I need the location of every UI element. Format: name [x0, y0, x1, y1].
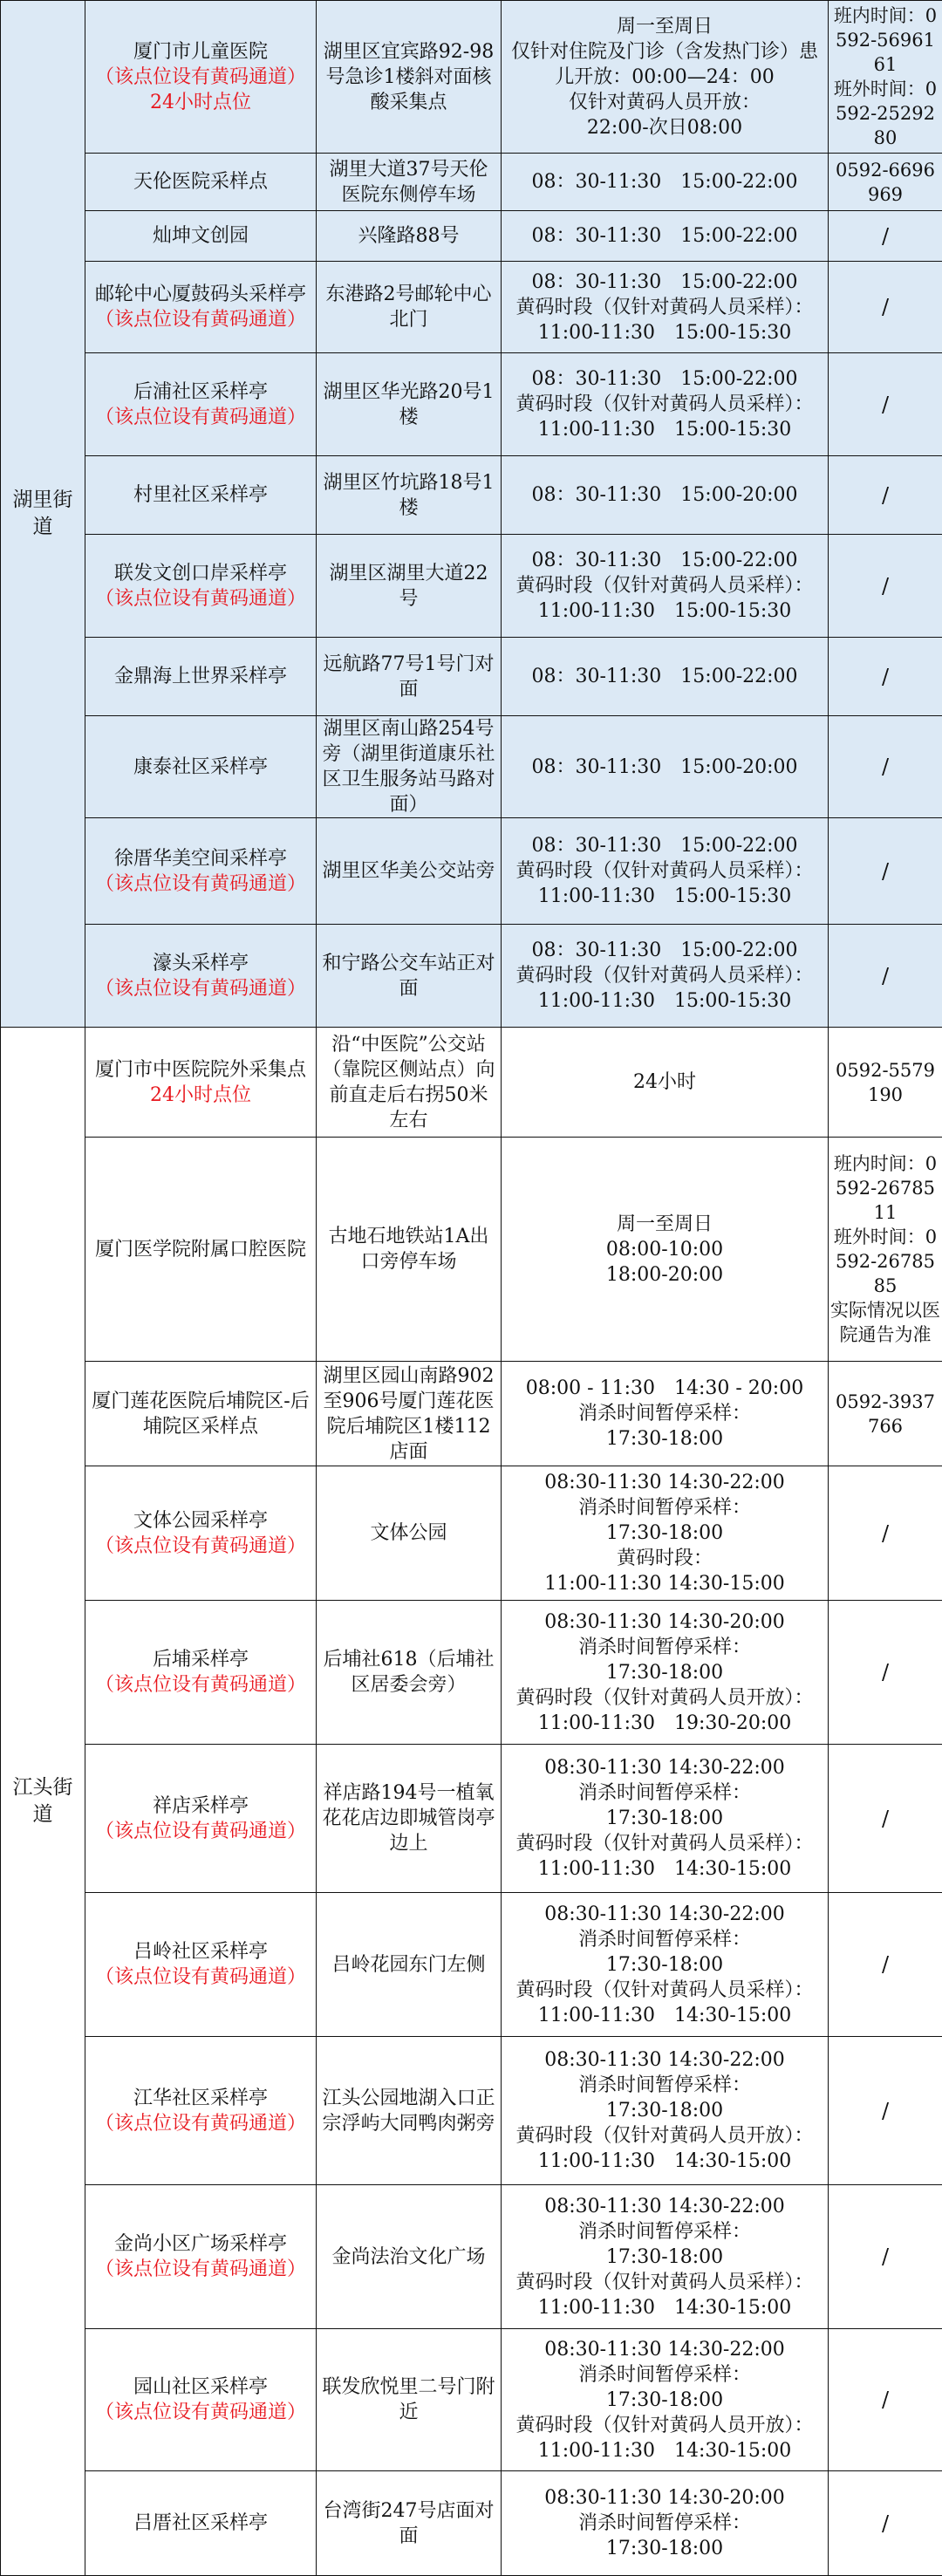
open-hours-line: 黄码时段（仅针对黄码人员采样）：	[507, 1831, 823, 1856]
open-hours-line: 08：30-11:30 15:00-20:00	[507, 755, 823, 780]
open-hours-line: 17:30-18:00	[507, 1520, 823, 1546]
site-address: 沿“中医院”公交站（靠院区侧站点）向前直走后右拐50米左右	[322, 1032, 495, 1133]
open-hours-line: 08：30-11:30 15:00-22:00	[507, 833, 823, 858]
open-hours-cell	[502, 1893, 829, 2037]
phone-line: /	[830, 1660, 940, 1684]
open-hours-line: 11:00-11:30 15:00-15:30	[507, 598, 823, 624]
table-row	[1, 353, 942, 456]
table-row	[1, 1362, 942, 1466]
site-address: 远航路77号1号门对面	[322, 652, 495, 702]
open-hours-line: 08:30-11:30 14:30-22:00	[507, 2337, 823, 2362]
yellow-code-note: （该点位设有黄码通道）	[91, 2257, 311, 2282]
street-name-cell	[1, 1, 85, 1028]
site-address: 兴隆路88号	[322, 223, 495, 249]
phone-line: 0592-5579190	[830, 1058, 940, 1107]
phone-line: /	[830, 574, 940, 598]
site-name-cell	[85, 2185, 317, 2329]
phone-line: 0592-3937766	[830, 1390, 940, 1438]
table-row	[1, 638, 942, 716]
site-name-cell	[85, 1466, 317, 1601]
site-address: 湖里大道37号天伦医院东侧停车场	[322, 157, 495, 208]
table-row	[1, 1466, 942, 1601]
open-hours-line: 08:30-11:30 14:30-22:00	[507, 1470, 823, 1495]
open-hours-line: 08：30-11:30 15:00-22:00	[507, 938, 823, 963]
site-address-cell	[317, 1, 502, 154]
phone-cell	[829, 154, 942, 211]
yellow-code-note: （该点位设有黄码通道）	[91, 1534, 311, 1559]
site-name: 文体公园采样亭	[91, 1508, 311, 1534]
open-hours-line: 消杀时间暂停采样：	[507, 1635, 823, 1660]
phone-cell	[829, 2471, 942, 2576]
open-hours-line: 黄码时段（仅针对黄码人员采样）：	[507, 295, 823, 320]
yellow-code-note: （该点位设有黄码通道）	[91, 405, 311, 430]
open-hours-line: 08:30-11:30 14:30-22:00	[507, 1902, 823, 1927]
site-name: 后浦社区采样亭	[91, 379, 311, 405]
site-address-cell	[317, 1362, 502, 1466]
table-row	[1, 2185, 942, 2329]
phone-cell	[829, 2037, 942, 2185]
phone-cell	[829, 716, 942, 818]
site-name: 村里社区采样亭	[91, 482, 311, 508]
table-row	[1, 1028, 942, 1138]
phone-line: /	[830, 1807, 940, 1831]
open-hours-cell	[502, 456, 829, 535]
open-hours-line: 消杀时间暂停采样：	[507, 1401, 823, 1426]
street-name-cell	[1, 1028, 85, 2576]
open-hours-line: 周一至周日	[507, 14, 823, 39]
site-name-cell	[85, 925, 317, 1028]
site-address: 湖里区园山南路902至906号厦门莲花医院后埔院区1楼112店面	[322, 1363, 495, 1465]
open-hours-line: 消杀时间暂停采样：	[507, 2073, 823, 2098]
site-name-cell	[85, 1601, 317, 1745]
open-hours-cell	[502, 1601, 829, 1745]
open-hours-line: 17:30-18:00	[507, 2098, 823, 2123]
phone-cell	[829, 2329, 942, 2471]
site-address-cell	[317, 1745, 502, 1893]
open-hours-line: 17:30-18:00	[507, 2245, 823, 2270]
open-hours-line: 08:00 - 11:30 14:30 - 20:00	[507, 1376, 823, 1401]
yellow-code-note: （该点位设有黄码通道）	[91, 586, 311, 612]
open-hours-cell	[502, 638, 829, 716]
site-address-cell	[317, 1138, 502, 1362]
yellow-code-note: （该点位设有黄码通道）	[91, 976, 311, 1001]
site-address: 金尚法治文化广场	[322, 2245, 495, 2270]
table-row	[1, 154, 942, 211]
site-address: 联发欣悦里二号门附近	[322, 2374, 495, 2425]
site-name: 徐厝华美空间采样亭	[91, 846, 311, 871]
phone-line: 班内时间：0592-5696161	[830, 3, 940, 77]
yellow-code-note: （该点位设有黄码通道）	[91, 2111, 311, 2136]
site-address-cell	[317, 2471, 502, 2576]
yellow-code-note: （该点位设有黄码通道）	[91, 307, 311, 332]
phone-cell	[829, 1, 942, 154]
site-address-cell	[317, 2185, 502, 2329]
open-hours-cell	[502, 154, 829, 211]
site-name-cell	[85, 1893, 317, 2037]
site-address-cell	[317, 716, 502, 818]
table-row	[1, 1, 942, 154]
open-hours-line: 11:00-11:30 14:30-15:00	[507, 2149, 823, 2174]
site-name-cell	[85, 535, 317, 638]
table-row	[1, 456, 942, 535]
open-hours-cell	[502, 262, 829, 353]
site-address-cell	[317, 262, 502, 353]
open-hours-line: 17:30-18:00	[507, 1952, 823, 1978]
open-hours-line: 17:30-18:00	[507, 1806, 823, 1831]
table-row	[1, 2471, 942, 2576]
table-row	[1, 818, 942, 925]
site-address-cell	[317, 925, 502, 1028]
site-name-cell	[85, 716, 317, 818]
site-name-cell	[85, 353, 317, 456]
open-hours-line: 周一至周日	[507, 1212, 823, 1237]
site-address-cell	[317, 353, 502, 456]
site-address: 文体公园	[322, 1520, 495, 1546]
site-address-cell	[317, 1028, 502, 1138]
open-hours-line: 黄码时段（仅针对黄码人员采样）：	[507, 1978, 823, 2003]
site-address: 湖里区华光路20号1楼	[322, 379, 495, 430]
open-hours-line: 08：30-11:30 15:00-22:00	[507, 548, 823, 573]
open-hours-cell	[502, 1745, 829, 1893]
open-hours-line: 08：30-11:30 15:00-20:00	[507, 482, 823, 508]
open-hours-line: 11:00-11:30 15:00-15:30	[507, 988, 823, 1014]
site-name: 天伦医院采样点	[91, 169, 311, 195]
open-hours-line: 黄码时段：	[507, 1546, 823, 1571]
open-hours-line: 黄码时段（仅针对黄码人员开放）：	[507, 2413, 823, 2438]
open-hours-line: 17:30-18:00	[507, 2536, 823, 2561]
site-name-cell	[85, 211, 317, 262]
table-row	[1, 1745, 942, 1893]
site-name: 吕厝社区采样亭	[91, 2511, 311, 2536]
site-name: 江华社区采样亭	[91, 2086, 311, 2111]
site-name-cell	[85, 1028, 317, 1138]
site-name-cell	[85, 2329, 317, 2471]
open-hours-cell	[502, 1138, 829, 1362]
street-name: 江头街道	[13, 1776, 73, 1826]
phone-cell	[829, 353, 942, 456]
open-hours-cell	[502, 2471, 829, 2576]
open-hours-cell	[502, 2185, 829, 2329]
open-hours-line: 仅针对住院及门诊（含发热门诊）患儿开放：00:00—24：00	[507, 39, 823, 90]
site-name-cell	[85, 154, 317, 211]
phone-cell	[829, 925, 942, 1028]
site-address-cell	[317, 1466, 502, 1601]
site-name-cell	[85, 818, 317, 925]
open-hours-line: 消杀时间暂停采样：	[507, 2362, 823, 2388]
site-address: 湖里区竹坑路18号1楼	[322, 470, 495, 521]
table-row	[1, 2329, 942, 2471]
open-hours-line: 17:30-18:00	[507, 2388, 823, 2413]
site-name-cell	[85, 638, 317, 716]
yellow-code-note: （该点位设有黄码通道）	[91, 1819, 311, 1844]
phone-line: /	[830, 1521, 940, 1546]
site-name: 灿坤文创园	[91, 223, 311, 249]
site-address-cell	[317, 2037, 502, 2185]
table-row	[1, 535, 942, 638]
site-address: 湖里区湖里大道22号	[322, 561, 495, 612]
open-hours-line: 黄码时段（仅针对黄码人员采样）：	[507, 392, 823, 417]
open-hours-line: 08：30-11:30 15:00-22:00	[507, 664, 823, 689]
open-hours-line: 08：30-11:30 15:00-22:00	[507, 223, 823, 249]
phone-cell	[829, 456, 942, 535]
phone-cell	[829, 535, 942, 638]
open-hours-line: 消杀时间暂停采样：	[507, 2219, 823, 2245]
phone-cell	[829, 211, 942, 262]
open-hours-cell	[502, 535, 829, 638]
site-name-cell	[85, 2471, 317, 2576]
open-hours-line: 08:30-11:30 14:30-22:00	[507, 2194, 823, 2219]
open-hours-line: 08：30-11:30 15:00-22:00	[507, 270, 823, 295]
open-hours-cell	[502, 2329, 829, 2471]
phone-line: /	[830, 859, 940, 884]
yellow-code-note: 24小时点位	[91, 1083, 311, 1108]
site-name: 联发文创口岸采样亭	[91, 561, 311, 586]
phone-cell	[829, 1028, 942, 1138]
site-name: 祥店采样亭	[91, 1794, 311, 1819]
open-hours-line: 11:00-11:30 14:30-15:00	[507, 1571, 823, 1596]
site-name-cell	[85, 456, 317, 535]
phone-cell	[829, 1362, 942, 1466]
open-hours-line: 08:30-11:30 14:30-20:00	[507, 1609, 823, 1635]
open-hours-cell	[502, 211, 829, 262]
site-name: 金尚小区广场采样亭	[91, 2231, 311, 2257]
phone-line: /	[830, 224, 940, 249]
site-name: 厦门医学院附属口腔医院	[91, 1237, 311, 1262]
phone-line: /	[830, 393, 940, 417]
phone-line: /	[830, 755, 940, 779]
phone-cell	[829, 1745, 942, 1893]
site-address-cell	[317, 154, 502, 211]
table-row	[1, 1893, 942, 2037]
site-address-cell	[317, 638, 502, 716]
open-hours-line: 黄码时段（仅针对黄码人员采样）：	[507, 963, 823, 988]
open-hours-line: 消杀时间暂停采样：	[507, 1780, 823, 1806]
phone-line: /	[830, 295, 940, 319]
site-address: 湖里区宜宾路92-98号急诊1楼斜对面核酸采集点	[322, 39, 495, 115]
open-hours-line: 黄码时段（仅针对黄码人员采样）：	[507, 858, 823, 884]
phone-line: /	[830, 665, 940, 689]
site-address: 台湾街247号店面对面	[322, 2498, 495, 2549]
site-name: 吕岭社区采样亭	[91, 1939, 311, 1964]
open-hours-line: 11:00-11:30 14:30-15:00	[507, 2295, 823, 2320]
open-hours-line: 黄码时段（仅针对黄码人员开放）：	[507, 1685, 823, 1711]
site-address: 湖里区南山路254号旁（湖里街道康乐社区卫生服务站马路对面）	[322, 716, 495, 817]
site-address: 东港路2号邮轮中心北门	[322, 282, 495, 332]
open-hours-cell	[502, 2037, 829, 2185]
open-hours-line: 08:30-11:30 14:30-22:00	[507, 2047, 823, 2073]
site-name-cell	[85, 2037, 317, 2185]
phone-line: 实际情况以医院通告为准	[830, 1298, 940, 1347]
site-name-cell	[85, 1, 317, 154]
yellow-code-note: （该点位设有黄码通道）	[91, 1672, 311, 1698]
site-name: 厦门市儿童医院	[91, 39, 311, 65]
open-hours-line: 11:00-11:30 19:30-20:00	[507, 1711, 823, 1736]
phone-cell	[829, 1138, 942, 1362]
open-hours-line: 仅针对黄码人员开放：	[507, 90, 823, 115]
table-row	[1, 925, 942, 1028]
site-address: 湖里区华美公交站旁	[322, 858, 495, 884]
phone-line: /	[830, 2099, 940, 2123]
phone-cell	[829, 818, 942, 925]
open-hours-line: 消杀时间暂停采样：	[507, 2511, 823, 2536]
open-hours-cell	[502, 1, 829, 154]
phone-cell	[829, 1893, 942, 2037]
open-hours-line: 18:00-20:00	[507, 1262, 823, 1288]
phone-line: /	[830, 1952, 940, 1977]
phone-line: /	[830, 964, 940, 988]
open-hours-line: 11:00-11:30 14:30-15:00	[507, 1856, 823, 1882]
open-hours-line: 黄码时段（仅针对黄码人员采样）：	[507, 2270, 823, 2295]
open-hours-line: 11:00-11:30 15:00-15:30	[507, 320, 823, 345]
open-hours-line: 黄码时段（仅针对黄码人员开放）：	[507, 2123, 823, 2149]
open-hours-cell	[502, 1466, 829, 1601]
table-row	[1, 2037, 942, 2185]
open-hours-line: 24小时	[507, 1069, 823, 1095]
street-name: 湖里街道	[13, 489, 73, 538]
phone-line: /	[830, 2511, 940, 2536]
site-address: 吕岭花园东门左侧	[322, 1952, 495, 1978]
open-hours-line: 08：30-11:30 15:00-22:00	[507, 366, 823, 392]
open-hours-cell	[502, 353, 829, 456]
site-address: 和宁路公交车站正对面	[322, 951, 495, 1001]
phone-line: /	[830, 2245, 940, 2269]
site-address-cell	[317, 2329, 502, 2471]
phone-cell	[829, 638, 942, 716]
open-hours-line: 08:00-10:00	[507, 1237, 823, 1262]
phone-line: /	[830, 483, 940, 508]
open-hours-cell	[502, 1362, 829, 1466]
site-name: 康泰社区采样亭	[91, 755, 311, 780]
site-name-cell	[85, 1362, 317, 1466]
open-hours-line: 11:00-11:30 14:30-15:00	[507, 2438, 823, 2463]
phone-line: /	[830, 2388, 940, 2412]
site-address-cell	[317, 456, 502, 535]
phone-cell	[829, 262, 942, 353]
phone-cell	[829, 1466, 942, 1601]
site-name: 邮轮中心厦鼓码头采样亭	[91, 282, 311, 307]
site-name: 后埔采样亭	[91, 1647, 311, 1672]
open-hours-cell	[502, 716, 829, 818]
phone-line: 0592-6696969	[830, 158, 940, 207]
open-hours-line: 08:30-11:30 14:30-22:00	[507, 1755, 823, 1780]
yellow-code-note: （该点位设有黄码通道）	[91, 65, 311, 90]
site-address-cell	[317, 1893, 502, 2037]
open-hours-line: 17:30-18:00	[507, 1660, 823, 1685]
yellow-code-note: （该点位设有黄码通道）	[91, 2400, 311, 2425]
open-hours-line: 22:00-次日08:00	[507, 115, 823, 140]
yellow-code-note: （该点位设有黄码通道）	[91, 871, 311, 897]
site-name: 园山社区采样亭	[91, 2374, 311, 2400]
phone-line: 班内时间：0592-2678511	[830, 1151, 940, 1225]
phone-cell	[829, 1601, 942, 1745]
site-name: 厦门莲花医院后埔院区-后埔院区采样点	[91, 1389, 311, 1439]
open-hours-line: 17:30-18:00	[507, 1426, 823, 1452]
open-hours-line: 消杀时间暂停采样：	[507, 1927, 823, 1952]
site-address: 后埔社618（后埔社区居委会旁）	[322, 1647, 495, 1698]
open-hours-cell	[502, 1028, 829, 1138]
site-name-cell	[85, 1138, 317, 1362]
site-address-cell	[317, 211, 502, 262]
site-name: 厦门市中医院院外采集点	[91, 1057, 311, 1083]
site-name-cell	[85, 262, 317, 353]
open-hours-cell	[502, 818, 829, 925]
table-row	[1, 211, 942, 262]
site-address: 祥店路194号一植氧花花店边即城管岗亭边上	[322, 1780, 495, 1856]
open-hours-cell	[502, 925, 829, 1028]
open-hours-line: 08：30-11:30 15:00-22:00	[507, 169, 823, 195]
yellow-code-note: （该点位设有黄码通道）	[91, 1964, 311, 1990]
site-name: 金鼎海上世界采样亭	[91, 664, 311, 689]
open-hours-line: 消杀时间暂停采样：	[507, 1495, 823, 1520]
open-hours-line: 08:30-11:30 14:30-20:00	[507, 2485, 823, 2511]
site-address-cell	[317, 535, 502, 638]
phone-line: 班外时间：0592-2529280	[830, 77, 940, 150]
open-hours-line: 11:00-11:30 15:00-15:30	[507, 884, 823, 909]
table-row	[1, 1601, 942, 1745]
table-row	[1, 262, 942, 353]
phone-cell	[829, 2185, 942, 2329]
table-row	[1, 1138, 942, 1362]
site-name-cell	[85, 1745, 317, 1893]
site-address-cell	[317, 1601, 502, 1745]
open-hours-line: 11:00-11:30 14:30-15:00	[507, 2003, 823, 2028]
open-hours-line: 11:00-11:30 15:00-15:30	[507, 417, 823, 442]
hours-24-note: 24小时点位	[91, 90, 311, 115]
site-address: 古地石地铁站1A出口旁停车场	[322, 1224, 495, 1274]
site-address: 江头公园地湖入口正宗浮屿大同鸭肉粥旁	[322, 2086, 495, 2136]
open-hours-line: 黄码时段（仅针对黄码人员采样）：	[507, 573, 823, 598]
table-row	[1, 716, 942, 818]
site-address-cell	[317, 818, 502, 925]
site-name: 濠头采样亭	[91, 951, 311, 976]
phone-line: 班外时间：0592-2678585	[830, 1225, 940, 1298]
